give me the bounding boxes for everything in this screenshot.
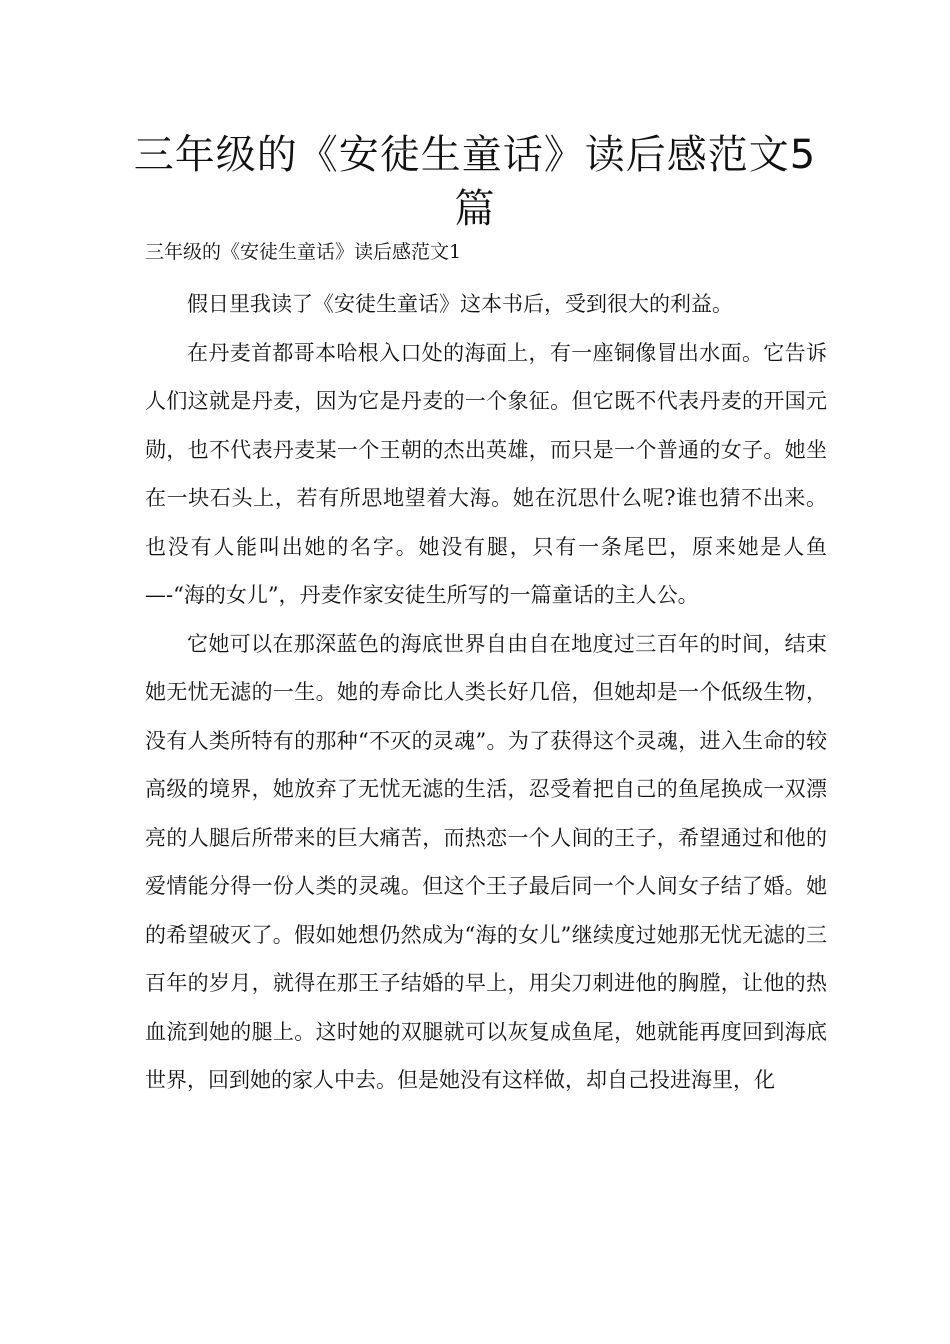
- paragraph: 假日里我读了《安徒生童话》这本书后，受到很大的利益。: [187, 292, 733, 316]
- paragraph: 它她可以在那深蓝色的海底世界自由自在地度过三百年的时间，结束她无忧无滤的一生。她的寿命比人类长好几倍，但她却是一个低级生物，没有人类所特有的那种“不灭的灵魂”。为了获得这个灵魂，进入生命的较高级的境界，她放弃了无忧无滤的生活，忍受着把自己的鱼尾换成一双漂亮的人腿后所带来的巨大痛苦，而热恋一个人间的王子，希望通过和他的爱情能分得一份人类的灵魂。但这个王子最后同一个人间女子结了婚。她的希望破灭了。假如她想仍然成为“海的女儿”继续度过她那无忧无滤的三百年的岁月，就得在那王子结婚的早上，用尖刀刺进他的胸膛，让他的热血流到她的腿上。这时她的双腿就可以灰复成鱼尾，她就能再度回到海底世界，回到她的家人中去。但是她没有这样做，却自己投进海里，化: [145, 631, 827, 1092]
- body-text: [145, 280, 827, 1105]
- document-title: 三年级的《安徒生童话》读后感范文5篇: [133, 132, 817, 232]
- section-heading: 三年级的《安徒生童话》读后感范文1: [145, 241, 462, 263]
- paragraph: 在丹麦首都哥本哈根入口处的海面上，有一座铜像冒出水面。它告诉人们这就是丹麦，因为它是丹麦的一个象征。但它既不代表丹麦的开国元勋，也不代表丹麦某一个王朝的杰出英雄，而只是一个普通的女子。她坐在一块石头上，若有所思地望着大海。她在沉思什么呢?谁也猜不出来。也没有人能叫出她的名字。她没有腿，只有一条尾巴，原来她是人鱼—-“海的女儿”，丹麦作家安徒生所写的一篇童话的主人公。: [145, 340, 827, 607]
